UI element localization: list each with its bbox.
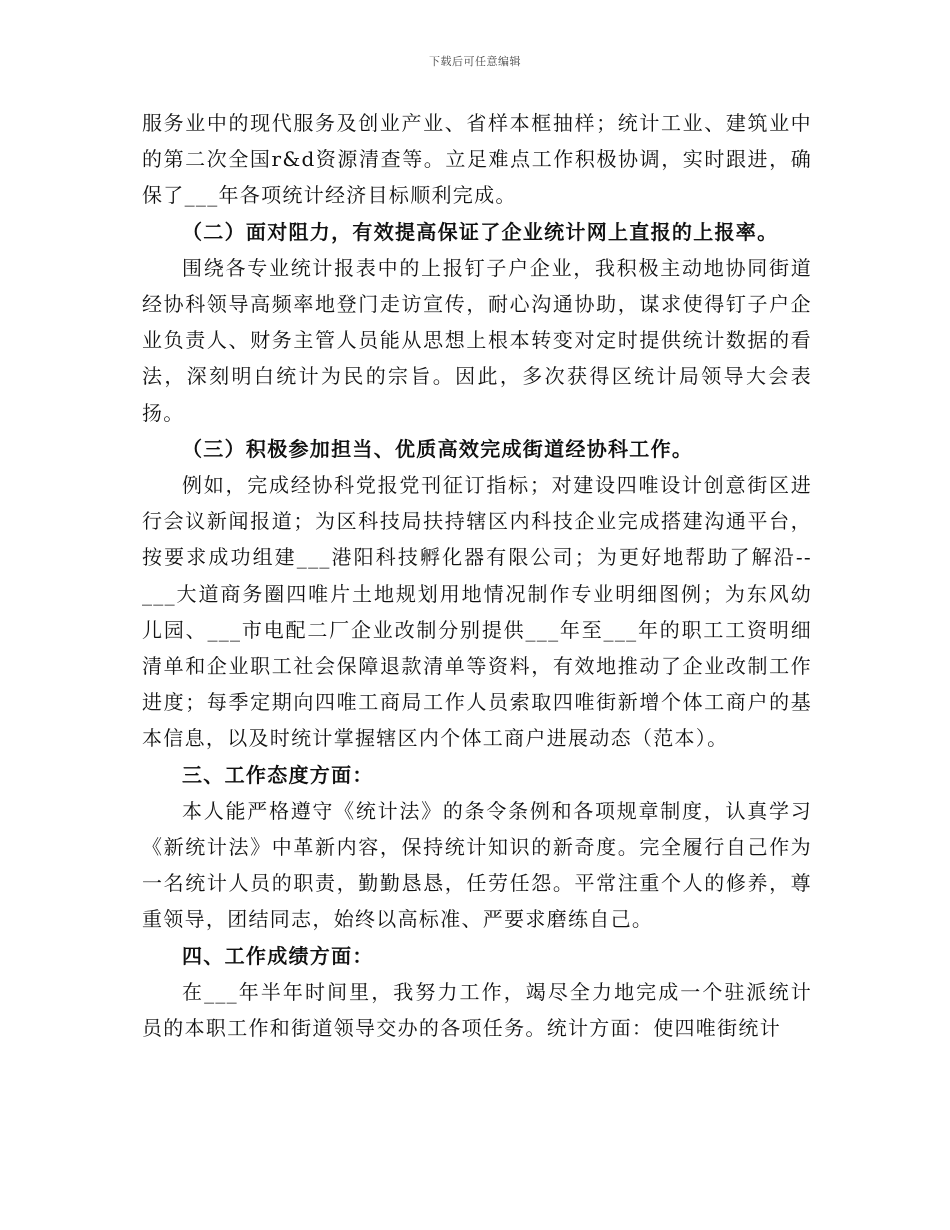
page-header-note: 下载后可任意编辑 [429,55,521,68]
section-work-attitude: 三、工作态度方面： [182,762,374,787]
paragraph-statistics-survey: 服务业中的现代服务及创业产业、省样本框抽样；统计工业、建筑业中的第二次全国r&d资源清查等。立足难点工作积极协调，实时跟进，确保了___年各项统计经济目标顺利完成。 [142,111,812,208]
paragraph-street-examples: 例如，完成经协科党报党刊征订指标；对建设四唯设计创意街区进行会议新闻报道；为区科技局扶持辖区内科技企业完成搭建沟通平台，按要求成功组建___港阳科技孵化器有限公司；为更好地帮助了解沿--___大道商务圈四唯片土地规划用地情况制作专业明细图例；为东风幼儿园、___市电配二厂企业改制分别提供___年至___年的职工工资明细清单和企业职工社会保障退款清单等资料，有效地推动了企业改制工作进度；每季定期向四唯工商局工作人员索取四唯街新增个体工商户的基本信息，以及时统计掌握辖区内个体工商户进展动态（范本）。 [142,473,812,751]
paragraph-nail-households: 围绕各专业统计报表中的上报钉子户企业，我积极主动地协同街道经协科领导高频率地登门走访宣传，耐心沟通协助，谋求使得钉子户企业负责人、财务主管人员能从思想上根本转变对定时提供统计数据的看法，深刻明白统计为民的宗旨。因此，多次获得区统计局领导大会表扬。 [142,255,812,425]
document-body [142,105,812,1046]
section-work-results: 四、工作成绩方面： [182,943,374,968]
heading-street-work: （三）积极参加担当、优质高效完成街道经协科工作。 [182,436,694,461]
paragraph-attitude: 本人能严格遵守《统计法》的条令条例和各项规章制度，认真学习《新统计法》中革新内容，保持统计知识的新奇度。完全履行自己作为一名统计人员的职责，勤勤恳恳，任劳任怨。平常注重个人的修养，尊重领导，团结同志，始终以高标准、严要求磨练自己。 [142,798,812,932]
paragraph-results: 在___年半年时间里，我努力工作，竭尽全力地完成一个驻派统计员的本职工作和街道领导交办的各项任务。统计方面：使四唯街统计 [142,979,812,1041]
heading-online-reporting: （二）面对阻力，有效提高保证了企业统计网上直报的上报率。 [182,219,779,244]
